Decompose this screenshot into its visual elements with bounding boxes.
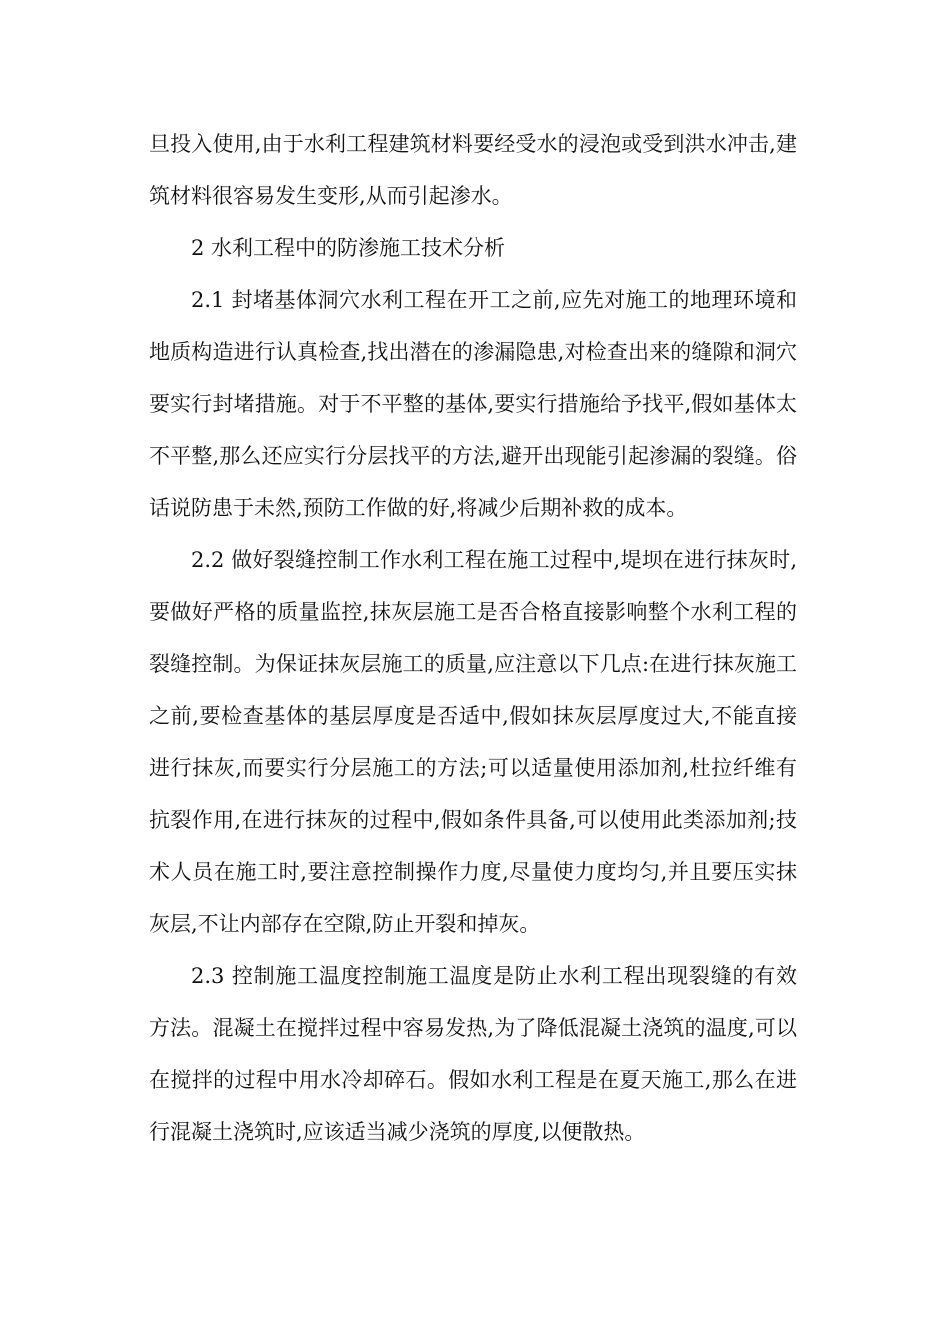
- paragraph-2-3: 2.3 控制施工温度控制施工温度是防止水利工程出现裂缝的有效方法。混凝土在搅拌过程中容易发热,为了降低混凝土浇筑的温度,可以在搅拌的过程中用水冷却碎石。假如水利工程是在夏天施工,那么在进行混凝土浇筑时,应该适当减少浇筑的厚度,以便散热。: [149, 964, 797, 1144]
- paragraph-2-2: 2.2 做好裂缝控制工作水利工程在施工过程中,堤坝在进行抹灰时,要做好严格的质量监控,抹灰层施工是否合格直接影响整个水利工程的裂缝控制。为保证抹灰层施工的质量,应注意以下几点:在进行抹灰施工之前,要检查基体的基层厚度是否适中,假如抹灰层厚度过大,不能直接进行抹灰,而要实行分层施工的方法;可以适量使用添加剂,杜拉纤维有抗裂作用,在进行抹灰的过程中,假如条件具备,可以使用此类添加剂;技术人员在施工时,要注意控制操作力度,尽量使力度均匀,并且要压实抹灰层,不让内部存在空隙,防止开裂和掉灰。: [149, 548, 797, 936]
- paragraph-2-1: 2.1 封堵基体洞穴水利工程在开工之前,应先对施工的地理环境和地质构造进行认真检查,找出潜在的渗漏隐患,对检查出来的缝隙和洞穴要实行封堵措施。对于不平整的基体,要实行措施给予找平,假如基体太不平整,那么还应实行分层找平的方法,避开出现能引起渗漏的裂缝。俗话说防患于未然,预防工作做的好,将减少后期补救的成本。: [149, 288, 797, 520]
- section-heading: 2 水利工程中的防渗施工技术分析: [191, 236, 506, 260]
- paragraph-continuation: 旦投入使用,由于水利工程建筑材料要经受水的浸泡或受到洪水冲击,建筑材料很容易发生变形,从而引起渗水。: [149, 132, 797, 208]
- body-text: [149, 118, 797, 1158]
